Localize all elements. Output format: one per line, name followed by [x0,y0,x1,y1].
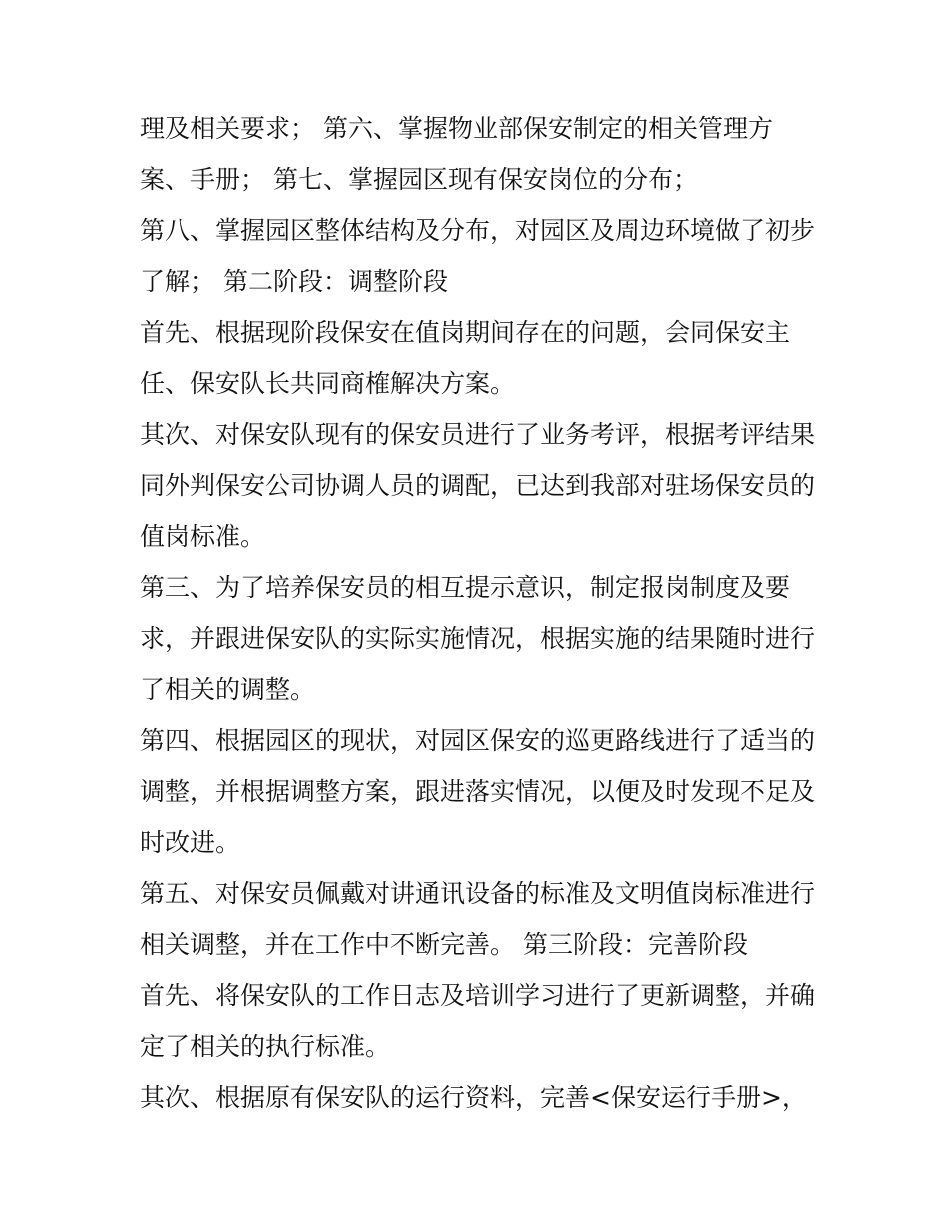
text-line: 定了相关的执行标准。 [140,1032,391,1061]
text-line: 首先、将保安队的工作日志及培训学习进行了更新调整，并确 [140,981,816,1010]
text-line: 相关调整，并在工作中不断完善。 第三阶段：完善阶段 [140,930,748,959]
text-line: 其次、根据原有保安队的运行资料，完善<保安运行手册>， [140,1083,807,1112]
text-line: 其次、对保安队现有的保安员进行了业务考评，根据考评结果 [140,420,816,449]
text-line: 任、保安队长共同商榷解决方案。 [140,369,516,398]
text-line: 第四、根据园区的现状，对园区保安的巡更路线进行了适当的 [140,726,816,755]
text-line: 时改进。 [140,828,241,857]
text-line: 了相关的调整。 [140,675,316,704]
text-line: 同外判保安公司协调人员的调配，已达到我部对驻场保安员的 [140,471,816,500]
text-line: 第五、对保安员佩戴对讲通讯设备的标准及文明值岗标准进行 [140,879,816,908]
text-line: 首先、根据现阶段保安在值岗期间存在的问题，会同保安主 [140,318,791,347]
text-line: 求，并跟进保安队的实际实施情况，根据实施的结果随时进行 [140,624,816,653]
text-line: 了解； 第二阶段：调整阶段 [140,267,448,296]
text-line: 第八、掌握园区整体结构及分布，对园区及周边环境做了初步 [140,216,816,245]
text-line: 值岗标准。 [140,522,266,551]
text-line: 调整，并根据调整方案，跟进落实情况，以便及时发现不足及 [140,777,816,806]
text-line: 案、手册； 第七、掌握园区现有保安岗位的分布； [140,165,698,194]
text-line: 第三、为了培养保安员的相互提示意识，制定报岗制度及要 [140,573,791,602]
text-line: 理及相关要求； 第六、掌握物业部保安制定的相关管理方 [140,114,773,143]
